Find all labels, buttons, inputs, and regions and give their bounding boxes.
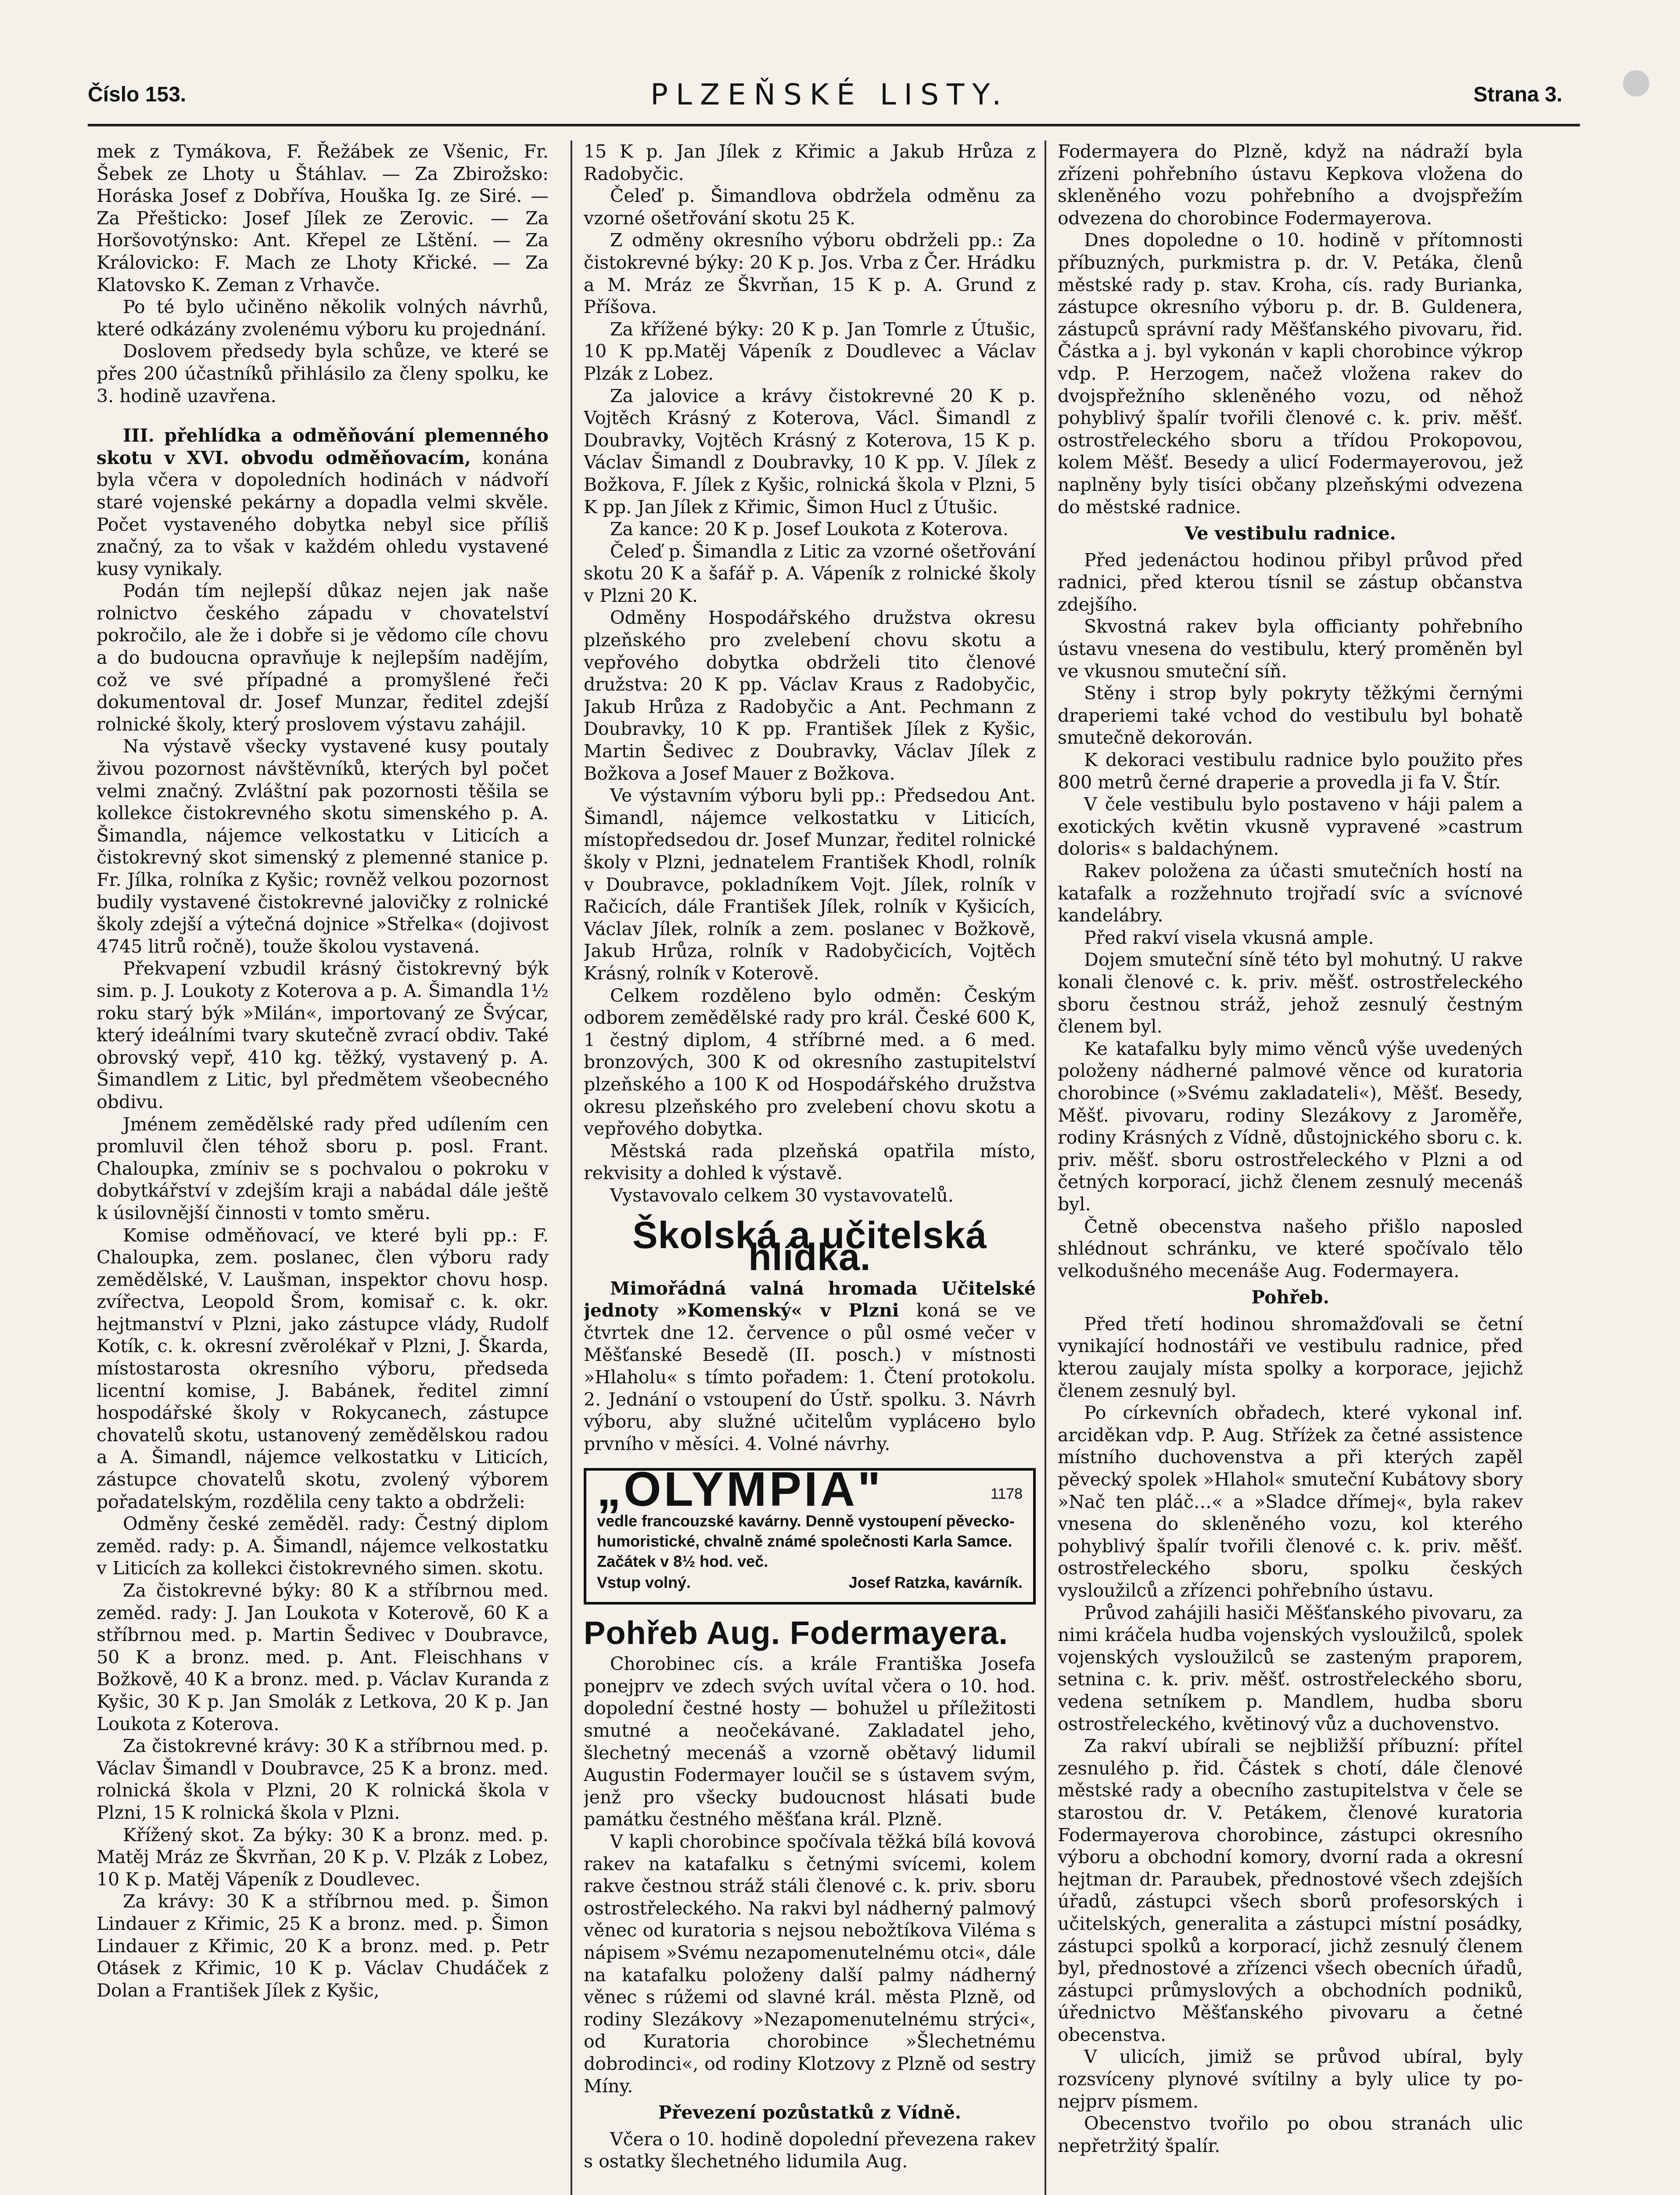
page-header xyxy=(88,72,1562,116)
ad-number: 1178 xyxy=(990,1486,1023,1503)
subheading: Pohřeb. xyxy=(1251,1287,1329,1308)
paragraph: Před rakví visela vkusná ample. xyxy=(1084,927,1374,948)
article-text: konána byla včera v dopoledních hodinách v nádvoří staré vojenské pekárny a dopadla velmi skvěle. Počet vystaveného dobytka nebyl sice příliš značný, za to však v každém ohledu vystavené kusy vynikaly. xyxy=(97,447,549,579)
stain-mark xyxy=(1623,70,1649,97)
paragraph: Křížený skot. Za býky: 30 K a bronz. med. p. Matěj Mráz ze Škvrňan, 20 K p. V. Plzák z Lobez, 10 K p. Matěj Vápeník z Doudlevec. xyxy=(97,1824,549,1890)
paragraph: Za rakví ubírali se nejbližší příbuzní: přítel zesnulého p. řid. Částek s chotí, dále členové městské rady a obecního zastupitelstva v čele se starostou dr. V. Petákem, členové kuratoria Fodermayerova chorobince, zástupci okresního výboru a obchodní komory, dvorní rada a okresní hejtman dr. Paraubek, přednostové všech zdejších úřadů, zástupci všech sborů profesorských i učitelských, generalita a zástupci místní posádky, zástupci spolků a korporací, jichž zesnulý členem byl, přednostové a zřízenci všech obecních úřadů, zástupci průmyslových a obchodních podniků, úřednictvo Měšťanského pivovaru a četné obecenstva. xyxy=(1058,1735,1523,2045)
paragraph: Za čistokrevné krávy: 30 K a stříbrnou med. p. Václav Šimandl v Doubravce, 25 K a bronz. med. rolnická škola v Plzni, 20 K rolnická škola v Plzni, 15 K rolnická škola v Plzni. xyxy=(97,1735,549,1823)
ad-text: vedle francouzské kavárny. Denně vystoupení pěvecko-humoristické, chvalně známé společnosti Karla Samce. Začátek v 8½ hod. več. xyxy=(597,1512,1015,1571)
paragraph: Vystavovalo celkem 30 vystavovatelů. xyxy=(610,1184,954,1206)
paragraph: Průvod zahájili hasiči Měšťanského pivovaru, za nimi kráčela hudba vojenských vysloužilců, spolek vojenských vysloužilců se zasteným praporem, setnina c. k. priv. měšť. ostrostřeleckého sboru, vedena setníkem p. Mandlem, hudba sboru ostrostřeleckého, květinový vůz a duchovenstvo. xyxy=(1058,1602,1523,1734)
article-text: koná se ve čtvrtek dne 12. července o půl osmé večer v Měšťanské Besedě (II. posch.) v místnosti »Hlaholu« s tímto pořadem: 1. Čtení protokolu. 2. Jednání o vstoupení do Ústř. spolku. 3. Návrh výboru, aby služné učitelům vyplácено bylo prvního v měsíci. 4. Volné návrhy. xyxy=(584,1300,1036,1454)
paragraph: Ke katafalku byly mimo věnců výše uvedených položeny nádherné palmové věnce od kuratoria chorobince (»Svému zakladateli«), Měšť. Besedy, Měšť. pivovaru, rodiny Slezákovy z Jaroměře, rodiny Krásných z Vídně, důstojnického sboru c. k. priv. měšť. sboru ostrostřeleckého v Plzni a od četných korporací, jichž členem zesnulý mecenáš byl. xyxy=(1058,1038,1523,1215)
column-3 xyxy=(1058,140,1523,2195)
column-1 xyxy=(97,140,549,2195)
paragraph: Čeleď p. Šimandla z Litic za vzorné ošetřování skotu 20 K a šafář p. A. Vápeník z rolnické školy v Plzni 20 K. xyxy=(584,540,1036,606)
paragraph: Stěny i strop byly pokryty těžkými černými draperiemi také vchod do vestibulu byl bohatě smutečně dekorován. xyxy=(1058,683,1523,748)
paragraph: Dnes dopoledne o 10. hodině v přítomnosti příbuzných, purkmistra p. dr. V. Petáka, členů městské rady p. stav. Kroha, cís. rady Burianka, zástupce okresního výboru p. dr. B. Guldenera, zástupců správní rady Měšťanského pivovaru, řid. Částka a j. byl vykonán v kapli chorobince výkrop vdp. P. Herzogem, načež vložena rakev do dvojspřežního skleněného vozu, od něhož pohyblivý špalír tvořili členové c. k. priv. měšť. ostrostřeleckého sboru a třídou Prokopovou, kolem Měšť. Besedy a ulicí Fodermayerovou, jež naplněny byly tisíci občany plzeňskými odvezena do městské radnice. xyxy=(1058,230,1523,518)
article-paragraph xyxy=(584,1277,1036,1455)
paragraph: V kapli chorobince spočívala těžká bílá kovová rakev na katafalku s četnými svícemi, kolem rakve čestnou stráž stáli členové c. k. priv. sboru ostrostřeleckého. Na rakvi byl nádherný palmový věnec od kuratoria s nejsou nebožtíkova Viléma s nápisem »Svému nezapomenutelnému otci«, dále na katafalku položeny další palmy nádherný věnec s rúžemi od slavné král. města Plzně, od rodiny Slezákovy »Nezapomenutelnému strýci«, od Kuratoria chorobince »Šlechetnému dobrodinci«, od rodiny Klotzovy z Plzně od sestry Míny. xyxy=(584,1831,1036,2097)
header-rule xyxy=(88,124,1580,126)
paragraph: Celkem rozděleno bylo odměn: Českým odborem zemědělské rady pro král. České 600 K, 1 čestný diplom, 4 stříbrné med. a 6 med. bronzových, 300 K od okresního zastupitelství plzeňského a 100 K od Hospodářského družstva okresu plzeňského pro zvelebení chovu skotu a vepřového dobytka. xyxy=(584,985,1036,1140)
paragraph: Jménem zemědělské rady před udílením cen promluvil člen téhož sboru p. posl. Frant. Chaloupka, zmíniv se s pochvalou o pokroku v dobytkářství v zdejším kraji a nabádal dále ještě k úsilovnější činnosti v tomto směru. xyxy=(97,1113,549,1223)
article-paragraph xyxy=(97,425,549,580)
advertisement-olympia xyxy=(584,1462,1036,1604)
ad-owner: Josef Ratzka, kavárník. xyxy=(848,1573,1023,1592)
paragraph: Z odměny okresního výboru obdrželi pp.: Za čistokrevné býky: 20 K p. Jos. Vrba z Čer. Hrádku a M. Mráz ze Škvrňan, 15 K p. A. Grund z Příšova. xyxy=(584,230,1036,318)
paragraph: Dojem smuteční síně této byl mohutný. U rakve konali členové c. k. priv. měšť. ostrostřeleckého sboru čestnou stráž, jehož zesnulý čestným členem byl. xyxy=(1058,949,1523,1037)
article-headline: Mimořádná valná hromada Učitelské jednoty »Komenský« v Plzni xyxy=(584,1277,1036,1321)
paragraph: V ulicích, jimiž se průvod ubíral, byly rozsvíceny plynové svítilny a byly ulice ty po- nejprv písmem. xyxy=(1058,2046,1523,2112)
article-headline: III. přehlídka a odměňování plemenného skotu v XVI. obvodu odměňovacím, xyxy=(97,425,549,468)
paragraph: Ve výstavním výboru byli pp.: Předsedou Ant. Šimandl, nájemce velkostatku v Liticích, místopředsedou dr. Josef Munzar, ředitel rolnické školy v Plzni, jednatelem František Khodl, rolník v Doubravce, pokladníkem Vojt. Jílek, rolník v Račicích, dále František Jílek, rolník v Kyšicích, Václav Jílek, rolník a zem. poslanec v Božkově, Jakub Hrůza, rolník v Radobyčicích, Vojtěch Krásný, rolník v Koterově. xyxy=(584,785,1036,984)
paragraph: K dekoraci vestibulu radnice bylo použito přes 800 metrů černé draperie a provedla ji fa V. Štír. xyxy=(1058,749,1523,793)
section-title-funeral: Pohřeb Aug. Fodermayera. xyxy=(584,1614,1009,1651)
paragraph: Za kance: 20 K p. Josef Loukota z Koterova. xyxy=(610,518,1009,540)
paragraph: Chorobinec cís. a krále Františka Josefa ponejprv ve zdech svých uvítal včera o 10. hod. dopolední čestné hosty — bohužel u příležitosti smutné a neočekávané. Zakladatel jeho, šlechetný mecenáš a vzorně obětavý lidumil Augustin Fodermayer loučil se s ústavem svým, jenž pro všecky budoucnost hlásati bude památku čestného měšťana král. Plzně. xyxy=(584,1653,1036,1830)
section-title-school: Školská a učitelská hlídka. xyxy=(632,1214,987,1279)
paragraph: Za jalovice a krávy čistokrevné 20 K p. Vojtěch Krásný z Koterova, Václ. Šimandl z Doubravky, Vojtěch Krásný z Koterova, 15 K p. Václav Šimandl z Doubravky, 10 K pp. V. Jílek z Božkova, F. Jílek z Kyšic, rolnická škola v Plzni, 5 K pp. Jan Jílek z Křimic, Šimon Hucl z Útušic. xyxy=(584,385,1036,518)
paragraph: Před třetí hodinou shromažďovali se četní vynikající hodnostáři ve vestibulu radnice, před kterou zaujaly místa spolky a korporace, jejichž členem zesnulý byl. xyxy=(1058,1313,1523,1401)
paragraph: Četně obecenstva našeho přišlo naposled shlédnout schránku, ve které spočívalo tělo velkodušného mecenáše Aug. Fodermayera. xyxy=(1058,1216,1523,1281)
column-divider-1 xyxy=(571,140,572,2195)
paragraph: Doslovem předsedy byla schůze, ve které se přes 200 účastníků přihlásilo za členy spolku, ke 3. hodině uzavřena. xyxy=(97,341,549,407)
paragraph: Za křížené býky: 20 K p. Jan Tomrle z Útušic, 10 K pp.Matěj Vápeník z Doudlevec a Václav Plzák z Lobez. xyxy=(584,318,1036,384)
ad-title: „OLYMPIA" xyxy=(597,1462,883,1517)
paragraph: Podán tím nejlepší důkaz nejen jak naše rolnictvo českého západu v chovatelství pokročilo, ale že i dobře si je vědomo cíle chovu a do budoucna opravňuje k nejlepším nadějím, což ve své případné a promyšlené řeči dokumentoval dr. Josef Munzar, ředitel zdejší rolnické školy, který proslovem výstavu zahájil. xyxy=(97,580,549,735)
paragraph: Fodermayera do Plzně, když na nádraží byla zřízeni pohřebního ústavu Kepkova vložena do skleněného vozu pohřebního a dvojspřežím odvezena do chorobince Fodermayerova. xyxy=(1058,141,1523,229)
paragraph: mek z Tymákova, F. Řežábek ze Všenic, Fr. Šebek ze Lhoty u Štáhlav. — Za Zbirožsko: Horáska Josef z Dobřívа, Houška Ig. ze Siré. — Za Přešticko: Josef Jílek ze Zerovic. — Za Horšovotýnsko: Ant. Křepel ze Lštění. — Za Královicko: F. Mach ze Lhoty Křické. — Za Klatovsko K. Zeman z Vrhavče. xyxy=(97,141,549,295)
paragraph: Odměny Hospodářského družstva okresu plzeňského pro zvelebení chovu skotu a vepřového dobytka obdrželi tito členové družstva: 20 K pp. Václav Kraus z Radobyčic, Jakub Hrůza z Radobyčic a Ant. Pechmann z Doubravky, 10 K pp. František Jílek z Kyšic, Martin Šedivec z Doubravky, Václav Jílek z Božkova a Josef Mauer z Božkova. xyxy=(584,607,1036,784)
issue-number: Číslo 153. xyxy=(88,83,187,106)
paragraph: Po církevních obřadech, které vykonal inf. arciděkan vdp. P. Aug. Stříżek za četné assistence místního duchovenstva a při kterých zapěl pěvecký spolek »Hlahol« smuteční Kubátovy sbory »Nač ten pláč…« a »Sladce dřímej«, byla rakev vnesena do skleněného vozu, kol kterého pohyblivý špalír tvořili členové c. k. priv. měšť. ostrostřeleckého sboru, spolku českých vysloužilců a zřízenci pohřebního ústavu. xyxy=(1058,1402,1523,1601)
paragraph: Za krávy: 30 K a stříbrnou med. p. Šimon Lindauer z Křimic, 25 K a bronz. med. p. Šimon Lindauer z Křimic, 20 K a bronz. med. p. Petr Otásek z Křimic, 10 K p. Václav Chudáček z Dolan a František Jílek z Kyšic, xyxy=(97,1891,549,2001)
paragraph: Za čistokrevné býky: 80 K a stříbrnou med. zeměd. rady: J. Jan Loukota v Koterově, 60 K a stříbrnou med. p. Martin Šedivec v Doubravce, 50 K a bronz. med. p. Ant. Fleischhans v Božkově, 40 K a bronz. med. p. Václav Kuranda z Kyšic, 30 K p. Jan Smolák z Letkova, 20 K p. Jan Loukota z Koterova. xyxy=(97,1580,549,1734)
paragraph: V čele vestibulu bylo postaveno v háji palem a exotických květin vkusně vypravené »castrum doloris« s baldachýnem. xyxy=(1058,794,1523,860)
paragraph: Městská rada plzeňská opatřila místo, rekvisity a dohled k výstavě. xyxy=(584,1140,1036,1184)
paragraph: Skvostná rakev byla officianty pohřebního ústavu vnesena do vestibulu, který proměněn byl ve vkusnou smuteční síň. xyxy=(1058,616,1523,682)
paragraph: Překvapení vzbudil krásný čistokrevný býk sim. p. J. Loukoty z Koterova a p. A. Šimandla 1½ roku starý býk »Milán«, importovaný ze Švýcar, který ideálními tvary skutečně zvrací obdiv. Také obrovský vepř, 410 kg. těžký, vystavený p. A. Šimandlem z Litic, byl předmětem všeobecného obdivu. xyxy=(97,958,549,1112)
paragraph: Na výstavě všecky vystavené kusy poutaly živou pozornost návštěvníků, kterých byl počet velmi značný. Zvláštní pak pozornosti těšila se kollekce čistokrevného skotu simenského p. A. Šimandla, nájemce velkostatku v Liticích a čistokrevný skot simenský z plemenné stanice p. Fr. Jílka, rolníka z Kyšic; rovněž velkou pozornost budily vystavené čistokrevné jalovičky z rolnické školy zdejší a výtečná dojnice »Střelka« (dojivost 4745 litrů ročně), touže školou vystavená. xyxy=(97,736,549,957)
paragraph: Včera o 10. hodině dopolední převezena rakev s ostatky šlechetného lidumila Aug. xyxy=(584,2128,1036,2172)
paragraph: Odměny české zeměděl. rady: Čestný diplom zeměd. rady: p. A. Šimandl, nájemce velkostatku v Liticích za kollekci čistokrevného simen. skotu. xyxy=(97,1513,549,1579)
paragraph: Komise odměňovací, ve které byli pp.: F. Chaloupka, zem. poslanec, člen výboru rady zemědělské, V. Laušman, inspektor chovu hosp. zvířectva, Leopold Šrom, komisař c. k. okr. hejtmanství v Plzni, jako zástupce vlády, Rudolf Kotík, c. k. okresní zvěrolékař v Plzni, J. Škarda, místostarosta okresního výboru, předseda licentní komise, J. Babánek, ředitel zimní hospodářské školy v Rokycanech, zástupce chovatelů skotu, ustanovený zemědělskou radou a A. Šimandl, nájemce velkostatku v Liticích, zástupce chovatelů skotu, zvolený výborem pořadatelským, rozdělila ceny takto a obdrželi: xyxy=(97,1224,549,1512)
page-number: Strana 3. xyxy=(1473,83,1562,106)
subheading: Ve vestibulu radnice. xyxy=(1185,523,1396,544)
paragraph: Obecenstvo tvořilo po obou stranách ulic nepřetržitý špalír. xyxy=(1058,2113,1523,2156)
subheading: Převezení pozůstatků z Vídně. xyxy=(658,2102,962,2123)
paragraph: 15 K p. Jan Jílek z Křimic a Jakub Hrůza z Radobyčic. xyxy=(584,141,1036,184)
column-divider-2 xyxy=(1045,140,1046,2195)
paragraph: Čeleď p. Šimandlova obdržela odměnu za vzorné ošetřování skotu 25 K. xyxy=(584,185,1036,229)
paragraph: Po té bylo učiněno několik volných návrhů, které odkázány zvolenému výboru ku projednání. xyxy=(97,296,549,340)
paragraph: Rakev položena za účasti smutečních hostí na katafalk a rozžehnuto trojřadí svíc a svícnové kandelábry. xyxy=(1058,860,1523,926)
column-2 xyxy=(584,140,1036,2195)
ad-entry: Vstup volný. xyxy=(597,1573,691,1592)
newspaper-title: PLZEŇSKÉ LISTY. xyxy=(650,77,1009,112)
paragraph: Před jedenáctou hodinou přibyl průvod před radnici, před kterou tísnil se zástup občanstva zdejšího. xyxy=(1058,549,1523,615)
